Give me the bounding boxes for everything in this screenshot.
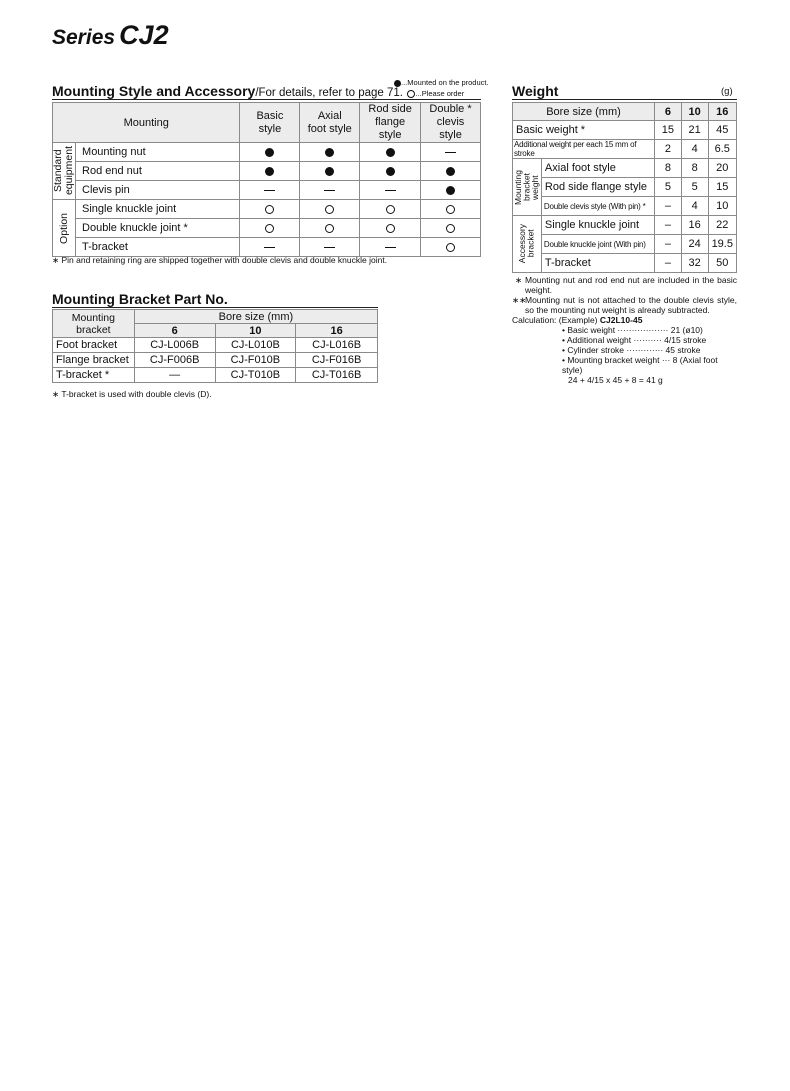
weight-row-label: Rod side flange style <box>541 178 654 197</box>
calc-model: CJ2L10-45 <box>599 315 643 325</box>
mounting-mark-cell <box>300 238 360 257</box>
bracket-row <box>53 338 378 353</box>
col-axial-foot <box>300 103 360 143</box>
group-mounting-bracket-weight: Mounting bracket weight <box>513 169 541 205</box>
open-circle-icon <box>446 205 455 214</box>
weight-note-2-mark: ∗∗ <box>512 295 527 305</box>
weight-unit: (g) <box>721 86 733 97</box>
bracket-bore-header: Bore size (mm) <box>134 310 377 324</box>
weight-bore-header: Bore size (mm) <box>513 103 655 121</box>
mounting-mark-cell <box>240 162 300 181</box>
series-code: CJ2 <box>119 20 169 50</box>
mounting-style-footnote: ∗ Pin and retaining ring are shipped together with double clevis and double knuckle joint. <box>52 255 388 265</box>
mounting-row <box>53 143 481 162</box>
weight-row <box>513 159 737 178</box>
filled-dot-icon <box>386 167 395 176</box>
dash-icon <box>445 152 456 153</box>
weight-row-label: Double knuckle joint (With pin) <box>541 235 654 254</box>
additional-weight-16: 6.5 <box>708 140 736 159</box>
mounting-mark-cell <box>421 181 481 200</box>
filled-dot-icon <box>325 167 334 176</box>
bracket-part-number: CJ-F016B <box>296 353 378 368</box>
filled-dot-icon <box>325 148 334 157</box>
bracket-part-number: — <box>134 368 215 383</box>
mounting-mark-cell <box>240 219 300 238</box>
weight-note-2-text: Mounting nut is not attached to the double clevis style, so the mounting nut weight is already subtracted. <box>525 295 737 315</box>
weight-value: 8 <box>654 159 681 178</box>
mounting-style-title: Mounting Style and Accessory <box>52 83 256 99</box>
dash-icon <box>264 247 275 248</box>
additional-weight-10: 4 <box>681 140 708 159</box>
weight-group-cell <box>513 159 542 216</box>
bracket-row-label: Foot bracket <box>53 338 135 353</box>
mounting-row <box>53 238 481 257</box>
weight-value: 50 <box>708 254 736 273</box>
dash-icon <box>385 190 396 191</box>
calc-lines <box>512 325 737 375</box>
weight-value: 20 <box>708 159 736 178</box>
filled-dot-icon <box>446 167 455 176</box>
dash-icon <box>385 247 396 248</box>
mounting-row <box>53 181 481 200</box>
mounting-mark-cell <box>421 162 481 181</box>
bracket-part-number: CJ-L010B <box>215 338 296 353</box>
dash-icon <box>324 190 335 191</box>
bracket-row-label: T-bracket * <box>53 368 135 383</box>
weight-value: 22 <box>708 216 736 235</box>
bracket-part-number: CJ-F010B <box>215 353 296 368</box>
mounting-row-label: Clevis pin <box>76 181 240 200</box>
weight-note-2 <box>512 295 737 315</box>
weight-row-label: Axial foot style <box>541 159 654 178</box>
mounting-row-label: Double knuckle joint * <box>76 219 240 238</box>
mounting-row-label: Single knuckle joint <box>76 200 240 219</box>
weight-size-10: 10 <box>681 103 708 121</box>
open-circle-icon <box>386 205 395 214</box>
weight-value: – <box>654 216 681 235</box>
basic-weight-label: Basic weight * <box>513 121 655 140</box>
basic-weight-6: 15 <box>654 121 681 140</box>
bracket-part-number: CJ-T010B <box>215 368 296 383</box>
open-circle-icon <box>265 224 274 233</box>
open-circle-icon <box>386 224 395 233</box>
weight-value: – <box>654 235 681 254</box>
mounting-mark-cell <box>300 143 360 162</box>
calc-heading <box>512 315 737 325</box>
filled-dot-icon <box>265 167 274 176</box>
weight-value: 24 <box>681 235 708 254</box>
series-title <box>52 20 169 51</box>
group-accessory-bracket: Accessory bracket <box>517 224 536 264</box>
mounting-row <box>53 200 481 219</box>
basic-weight-10: 21 <box>681 121 708 140</box>
mounting-row <box>53 219 481 238</box>
weight-row-label: Double clevis style (With pin) * <box>541 197 654 216</box>
filled-dot-icon <box>386 148 395 157</box>
weight-title: Weight <box>512 83 559 99</box>
bracket-table <box>52 309 378 383</box>
mounting-mark-cell <box>360 238 421 257</box>
weight-rule <box>512 99 737 100</box>
mounting-mark-cell <box>300 219 360 238</box>
bracket-col-label: Mounting bracket <box>53 310 135 338</box>
weight-note-1-mark: ∗ <box>514 275 523 285</box>
mounting-mark-cell <box>240 143 300 162</box>
weight-value: 10 <box>708 197 736 216</box>
bracket-part-number: CJ-L016B <box>296 338 378 353</box>
mounting-mark-cell <box>360 219 421 238</box>
weight-row <box>513 197 737 216</box>
weight-value: 19.5 <box>708 235 736 254</box>
weight-size-6: 6 <box>654 103 681 121</box>
mounting-mark-cell <box>421 143 481 162</box>
open-circle-icon <box>446 224 455 233</box>
weight-row-label: Single knuckle joint <box>541 216 654 235</box>
mounting-mark-cell <box>421 219 481 238</box>
bracket-part-number: CJ-L006B <box>134 338 215 353</box>
legend-mounted-text: ...Mounted on the product. <box>401 78 489 87</box>
bracket-rule <box>52 307 378 308</box>
mounting-row-label: T-bracket <box>76 238 240 257</box>
calc-line: • Cylinder stroke ············· 45 stroke <box>562 345 701 355</box>
col-rod-flange <box>360 103 421 143</box>
bracket-size-10: 10 <box>215 324 296 338</box>
bracket-row <box>53 353 378 368</box>
bracket-size-6: 6 <box>134 324 215 338</box>
additional-weight-label: Additional weight per each 15 mm of stroke <box>513 140 655 159</box>
series-word: Series <box>52 26 116 49</box>
mounting-group-cell <box>53 143 76 200</box>
mounting-mark-cell <box>360 143 421 162</box>
bracket-row <box>53 368 378 383</box>
weight-value: 32 <box>681 254 708 273</box>
weight-value: – <box>654 197 681 216</box>
weight-value: 5 <box>654 178 681 197</box>
mounting-row-label: Rod end nut <box>76 162 240 181</box>
bracket-row-label: Flange bracket <box>53 353 135 368</box>
mounting-mark-cell <box>421 200 481 219</box>
filled-dot-icon <box>446 186 455 195</box>
mounting-mark-cell <box>240 238 300 257</box>
weight-group-cell <box>513 216 542 273</box>
mounting-style-rule <box>52 99 481 100</box>
dash-icon <box>264 190 275 191</box>
mounting-mark-cell <box>300 162 360 181</box>
mounting-mark-cell <box>360 162 421 181</box>
bracket-part-number: CJ-T016B <box>296 368 378 383</box>
open-circle-icon <box>446 243 455 252</box>
col-rod-flange-label: Rod side flange style <box>368 103 412 141</box>
col-mounting: Mounting <box>53 103 240 143</box>
weight-value: – <box>654 254 681 273</box>
weight-row <box>513 254 737 273</box>
col-double-clevis <box>421 103 481 143</box>
weight-row <box>513 216 737 235</box>
weight-value: 4 <box>681 197 708 216</box>
calc-line: • Mounting bracket weight ··· 8 (Axial foot style) <box>562 355 718 375</box>
mounting-mark-cell <box>300 181 360 200</box>
calc-result: 24 + 4/15 x 45 + 8 = 41 g <box>568 375 663 385</box>
additional-weight-6: 2 <box>654 140 681 159</box>
weight-row <box>513 235 737 254</box>
weight-row-label: T-bracket <box>541 254 654 273</box>
weight-table <box>512 102 737 273</box>
open-circle-icon <box>265 205 274 214</box>
basic-weight-16: 45 <box>708 121 736 140</box>
group-standard-equipment: Standard equipment <box>52 146 76 196</box>
weight-notes <box>512 275 737 385</box>
bracket-footnote: ∗ T-bracket is used with double clevis (D). <box>52 389 212 399</box>
mounting-mark-cell <box>421 238 481 257</box>
col-basic-style-label: Basic style <box>256 109 284 135</box>
bracket-title: Mounting Bracket Part No. <box>52 291 228 307</box>
weight-note-1 <box>512 275 737 295</box>
weight-row <box>513 178 737 197</box>
mounting-row <box>53 162 481 181</box>
mounting-mark-cell <box>360 200 421 219</box>
filled-dot-icon <box>265 148 274 157</box>
weight-note-1-text: Mounting nut and rod end nut are included in the basic weight. <box>525 275 737 295</box>
mounting-style-subtitle: /For details, refer to page 71. <box>255 87 403 99</box>
calc-label: Calculation: (Example) <box>512 315 598 325</box>
mounting-mark-cell <box>240 181 300 200</box>
mounting-group-cell <box>53 200 76 257</box>
mounting-mark-cell <box>360 181 421 200</box>
mounting-row-label: Mounting nut <box>76 143 240 162</box>
bracket-size-16: 16 <box>296 324 378 338</box>
weight-value: 15 <box>708 178 736 197</box>
col-basic-style <box>240 103 300 143</box>
mounting-mark-cell <box>300 200 360 219</box>
open-circle-icon <box>325 224 334 233</box>
open-circle-icon <box>325 205 334 214</box>
weight-value: 8 <box>681 159 708 178</box>
weight-value: 5 <box>681 178 708 197</box>
mounting-style-table <box>52 102 481 257</box>
col-axial-foot-label: Axial foot style <box>307 109 352 135</box>
group-option: Option <box>57 212 70 244</box>
col-double-clevis-label: Double * clevis style <box>429 103 472 141</box>
bracket-part-number: CJ-F006B <box>134 353 215 368</box>
mounting-mark-cell <box>240 200 300 219</box>
calc-line: • Additional weight ·········· 4/15 stroke <box>562 335 707 345</box>
legend-separate-text: ...Please order <box>415 89 465 98</box>
dash-icon <box>324 247 335 248</box>
weight-size-16: 16 <box>708 103 736 121</box>
weight-value: 16 <box>681 216 708 235</box>
calc-line: • Basic weight ·················· 21 (ø10) <box>562 325 703 335</box>
